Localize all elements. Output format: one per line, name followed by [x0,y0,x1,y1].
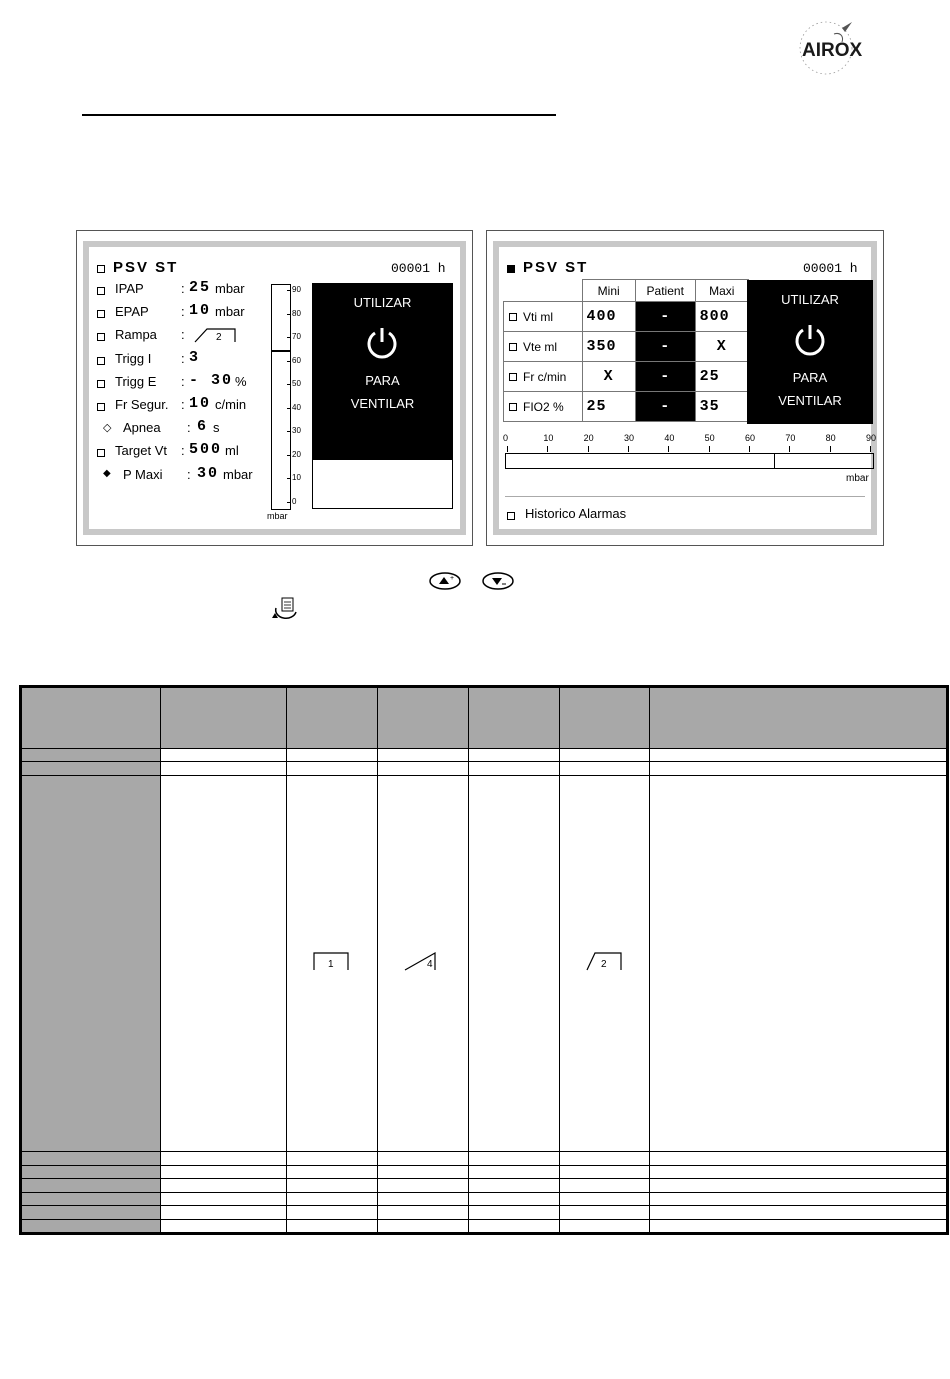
param-label[interactable]: IPAP [115,281,144,296]
table-cell [161,775,287,1151]
action-line-1: UTILIZAR [781,292,839,307]
table-cell [161,749,287,762]
param-colon: : [181,327,185,343]
param-value[interactable]: 10 [189,395,212,412]
gauge-tick-label: 60 [292,355,301,365]
row-label-cell [22,749,161,762]
scale-tick-label: 80 [825,433,836,443]
param-colon: : [181,397,185,412]
alarm-mini-value[interactable]: X [582,362,635,392]
alarm-maxi-value[interactable]: X [695,332,748,362]
row-label-cell [22,1219,161,1233]
gauge-tick-label: 70 [292,332,301,342]
param-bullet [97,357,105,365]
gauge-tick [287,408,291,409]
table-cell [650,749,947,762]
param-unit: ml [225,443,239,459]
mode-label[interactable]: PSV ST [113,259,179,276]
table-row [22,749,947,762]
message-area [312,459,453,509]
row-label-cell [22,1192,161,1205]
table-cell [469,1152,560,1165]
table-cell [650,775,947,1151]
airox-logo [790,20,870,80]
ramp-icon [193,326,239,344]
param-unit: mbar [223,466,253,482]
row-label-cell [22,1179,161,1192]
table-cell [378,1152,469,1165]
scale-tick-label: 30 [624,433,635,443]
gauge-tick-label: 50 [292,379,301,389]
alarm-label-cell[interactable] [504,392,583,422]
alarm-label-cell[interactable] [504,332,583,362]
table-cell [469,1192,560,1205]
column-header: Patient [635,280,695,302]
mode-bullet [97,265,105,273]
table-row [22,762,947,775]
param-colon: : [181,373,185,389]
gauge-tick-label: 0 [292,497,297,506]
param-value[interactable]: 6 [197,418,209,436]
action-line-3: VENTILAR [778,393,842,408]
scale-tick-label: 50 [704,433,715,443]
alarm-maxi-value[interactable]: 800 [695,302,748,332]
param-bullet [97,403,105,411]
table-cell [287,1152,378,1165]
svg-text:4: 4 [427,959,433,971]
header-cell [287,688,378,749]
table-cell [378,1165,469,1178]
scale-tick [709,446,710,452]
table-cell [287,1179,378,1192]
screen-left-display [83,241,466,535]
row-label-cell [22,1165,161,1178]
scale-unit: mbar [846,473,869,484]
alarm-patient-value: - [635,362,695,392]
ramp-slope-icon [585,950,625,972]
scale-tick [830,446,831,452]
alarm-label[interactable]: Vti ml [523,309,553,324]
table-cell [161,1192,287,1205]
action-line-3: VENTILAR [350,396,415,411]
alarm-mini-value[interactable]: 400 [582,302,635,332]
pressure-scale-bar [505,453,874,469]
pressure-gauge [271,284,291,510]
alarm-limits-table [503,279,749,422]
svg-text:1: 1 [328,959,334,971]
gauge-tick-label: 30 [292,426,301,436]
table-cell [650,1165,947,1178]
row-label-cell [22,1152,161,1165]
gauge-tick-label: 20 [292,449,301,459]
header-cell [22,688,161,749]
scale-tick [870,446,871,452]
gauge-unit: mbar [267,511,288,521]
gauge-tick-label: 10 [292,473,301,483]
param-label[interactable]: Apnea [123,420,161,436]
scale-tick [749,446,750,452]
start-ventilation-panel[interactable] [312,283,453,459]
diamond-filled-icon: ◆ [103,467,111,479]
table-cell [469,1219,560,1233]
table-header-row [22,688,947,749]
table-cell [161,762,287,775]
table-cell [378,1219,469,1233]
param-value[interactable]: 30 [197,464,220,482]
table-cell [161,1206,287,1219]
scale-tick [507,446,508,452]
svg-text:2: 2 [216,332,222,344]
start-ventilation-panel[interactable] [747,280,873,424]
screen-right [486,230,884,546]
row-label-cell [22,762,161,775]
gauge-tick [287,455,291,456]
scale-tick-label: 70 [785,433,796,443]
alarm-settings-icon [266,596,302,624]
table-cell [378,775,469,1151]
table-cell [161,1152,287,1165]
table-cell [287,1192,378,1205]
param-label[interactable]: Target Vt [115,443,168,459]
header-cell [650,688,947,749]
gauge-tick [287,384,291,385]
param-bullet [97,333,105,341]
alarm-label[interactable]: Vte ml [523,339,558,354]
table-cell [469,1179,560,1192]
param-colon: : [181,350,185,366]
alarm-label[interactable]: FIO2 % [523,399,564,414]
gauge-tick [287,314,291,315]
param-unit: s [213,420,220,436]
title-underline [82,114,556,116]
scale-tick-label: 20 [583,433,594,443]
param-value[interactable]: 3 [189,348,201,366]
alarm-maxi-value[interactable]: 25 [695,362,748,392]
scale-tick-label: 40 [664,433,675,443]
pressure-scale-marker [774,454,775,468]
table-cell [650,1219,947,1233]
alarm-patient-value: - [635,392,695,422]
scale-tick-label: 10 [543,433,554,443]
power-icon [790,320,830,360]
param-unit: mbar [215,304,245,320]
param-value[interactable]: 500 [189,441,223,459]
table-cell [650,1179,947,1192]
header-cell [469,688,560,749]
table-cell [560,1219,650,1233]
param-unit: % [235,373,247,389]
screen-right-display [493,241,877,535]
gauge-tick-label: 80 [292,308,301,318]
mode-bullet [507,265,515,273]
table-cell [378,1192,469,1205]
param-label[interactable]: Trigg E [115,373,157,389]
table-cell [560,1192,650,1205]
alarm-mini-value[interactable]: 25 [582,392,635,422]
table-cell [650,762,947,775]
table-row [22,1219,947,1233]
param-label[interactable]: Fr Segur. [115,397,169,412]
param-colon: : [187,466,191,482]
table-cell [650,1152,947,1165]
column-header: Maxi [695,280,748,302]
param-bullet [97,380,105,388]
alarm-patient-value: - [635,332,695,362]
param-bullet [97,449,105,457]
scale-tick-label: 90 [866,433,877,443]
param-label[interactable]: Trigg I [115,350,152,366]
gauge-tick [287,290,291,291]
param-value[interactable]: 10 [189,302,212,320]
alarm-label-cell[interactable] [504,362,583,392]
table-cell [560,1165,650,1178]
alarm-mini-value[interactable]: 350 [582,332,635,362]
diamond-open-icon: ◇ [103,422,112,435]
row-label-cell [22,1206,161,1219]
table-cell [560,1206,650,1219]
alarm-label-cell[interactable] [504,302,583,332]
param-label[interactable]: EPAP [115,304,149,320]
table-cell [378,762,469,775]
table-cell [560,762,650,775]
table-cell [161,1219,287,1233]
table-cell [378,1179,469,1192]
ramp-linear-icon [403,950,443,972]
action-line-2: PARA [792,370,828,385]
table-row [22,1152,947,1165]
svg-text:2: 2 [600,959,607,971]
param-unit: mbar [215,281,245,296]
header-cell [560,688,650,749]
header-cell [378,688,469,749]
table-cell [469,775,560,1151]
alarm-row [504,362,749,392]
hour-counter: 00001 h [391,261,446,276]
header-cell [161,688,287,749]
ramp-step-icon [312,950,352,972]
table-cell [560,1152,650,1165]
table-cell [378,1206,469,1219]
scale-tick-label: 0 [503,433,509,443]
scale-tick [668,446,669,452]
param-colon: : [187,420,191,436]
table-row [22,1165,947,1178]
table-row [22,1206,947,1219]
table-cell [378,749,469,762]
hour-counter: 00001 h [803,261,858,276]
table-cell [560,1179,650,1192]
row-label-cell [22,775,161,1151]
alarm-patient-value: - [635,302,695,332]
param-value[interactable]: 25 [189,279,212,296]
table-cell [287,775,378,1151]
param-colon: : [181,281,185,296]
divider [505,496,865,497]
table-cell [650,1192,947,1205]
alarm-row [504,332,749,362]
table-cell [650,1206,947,1219]
table-cell [469,1165,560,1178]
table-cell [560,775,650,1151]
action-line-1: UTILIZAR [353,295,412,310]
param-colon: : [181,443,185,459]
table-cell [161,1165,287,1178]
power-icon [362,323,402,363]
alarm-maxi-value[interactable]: 35 [695,392,748,422]
scale-tick [547,446,548,452]
history-bullet [507,512,515,520]
table-cell [161,1179,287,1192]
gauge-tick [287,337,291,338]
down-minus-key-icon [481,571,515,591]
up-plus-key-icon [428,571,462,591]
table-cell [287,1165,378,1178]
alarm-row [504,392,749,422]
logo-text: AIROX [802,40,863,61]
alarm-row [504,302,749,332]
action-line-2: PARA [365,373,400,388]
param-bullet [97,310,105,318]
param-label[interactable]: Rampa [115,327,157,343]
gauge-tick [287,361,291,362]
gauge-tick [287,478,291,479]
param-unit: c/min [215,397,247,412]
param-value[interactable]: - 30 [189,371,234,389]
table-cell [287,749,378,762]
table-cell [469,749,560,762]
scale-tick [628,446,629,452]
table-row [22,1192,947,1205]
screen-left [76,230,473,546]
param-bullet [97,287,105,295]
table-row [22,1179,947,1192]
mode-label[interactable]: PSV ST [523,259,589,276]
gauge-tick-label: 90 [292,285,301,294]
scale-tick [789,446,790,452]
svg-text:+: + [450,575,455,582]
alarm-label[interactable]: Fr c/min [523,369,567,384]
table-cell [287,1219,378,1233]
param-colon: : [181,304,185,320]
settings-table [19,685,949,1235]
scale-tick [588,446,589,452]
table-row [22,775,947,1151]
param-label[interactable]: P Maxi [123,466,163,482]
table-cell [560,749,650,762]
table-cell [287,1206,378,1219]
gauge-tick-label: 40 [292,402,301,412]
gauge-level-marker [272,350,290,352]
gauge-tick [287,431,291,432]
alarm-history-link[interactable]: Historico Alarmas [525,506,627,521]
gauge-tick [287,502,291,503]
table-cell [287,762,378,775]
table-cell [469,1206,560,1219]
column-header: Mini [582,280,635,302]
table-cell [469,762,560,775]
scale-tick-label: 60 [745,433,756,443]
